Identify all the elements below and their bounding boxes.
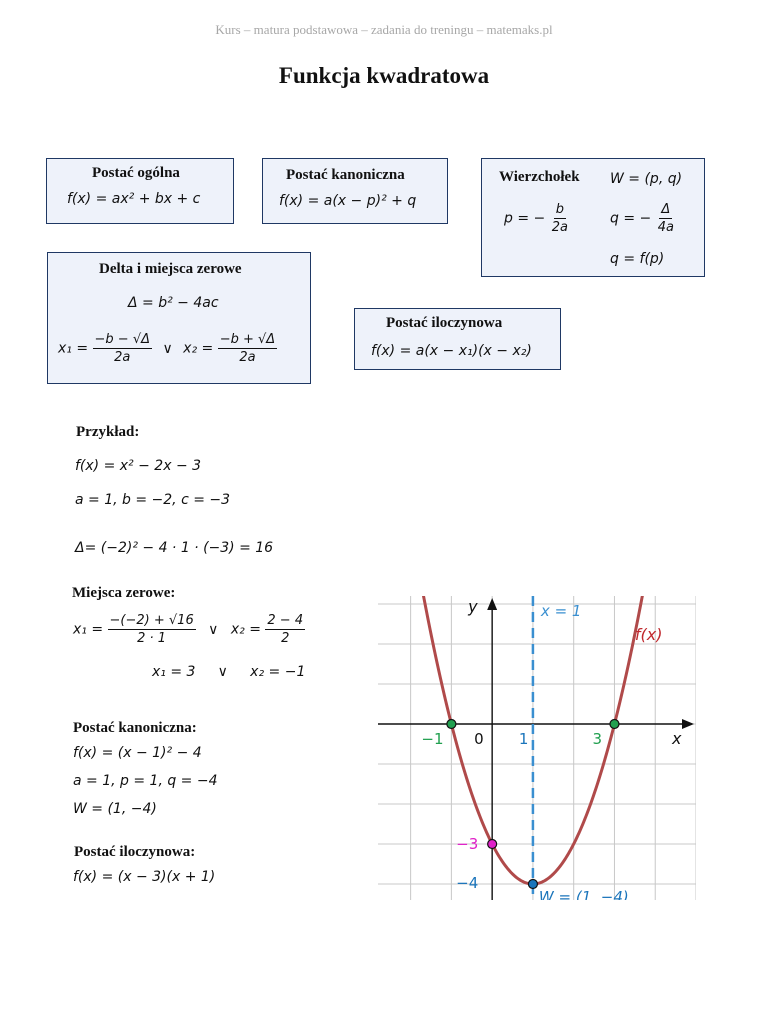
vertex-q-formula [610,201,676,236]
zeros-x2-fraction [265,612,305,647]
vertex-p-numerator: b [555,202,564,217]
x-axis-arrow [682,719,694,729]
parabola-graph-svg [378,596,696,900]
point-y-intercept [488,840,497,849]
point-vertex [528,880,537,889]
example-function: f(x) = x² − 2x − 3 [75,458,202,474]
canonical-example-title: Postać kanoniczna: [73,720,197,736]
vertex-p-fraction [550,201,570,236]
general-form-formula: f(x) = ax² + bx + c [67,191,201,207]
delta-x1-denominator: 2a [114,350,131,365]
canonical-example-formula: f(x) = (x − 1)² − 4 [73,745,202,761]
vertex-box [481,158,705,277]
delta-x1-numerator: −b − √Δ [94,332,151,347]
example-coefficients: a = 1, b = −2, c = −3 [75,492,231,508]
parabola-graph [378,596,696,900]
example-title: Przykład: [76,424,140,440]
zeros-x1-lhs: x₁ = [73,621,104,638]
vertex-q-numerator: Δ [661,202,671,217]
product-example-title: Postać iloczynowa: [74,844,196,860]
point-zero-right [610,720,619,729]
zeros-x1-denominator: 2 · 1 [137,631,167,646]
canonical-form-formula: f(x) = a(x − p)² + q [279,193,417,209]
x-tick-label-one: 1 [518,730,529,748]
point-zero-left [447,720,456,729]
course-header: Kurs – matura podstawowa – zadania do treningu – matemaks.pl [215,22,553,37]
product-example-formula: f(x) = (x − 3)(x + 1) [73,869,216,885]
product-form-title: Postać iloczynowa [386,315,503,331]
vertex-p-lhs: p = − [504,210,546,227]
symmetry-axis-label: x = 1 [540,602,582,620]
delta-or-symbol: ∨ [162,340,173,357]
canonical-form-box [262,158,448,224]
general-form-title: Postać ogólna [92,165,180,181]
curve-label: f(x) [634,625,663,644]
delta-box [47,252,311,384]
delta-x2-lhs: x₂ = [183,340,214,357]
zeros-title: Miejsca zerowe: [72,585,176,601]
zeros-x2-lhs: x₂ = [230,621,261,638]
y-tick-label-minus-four: −4 [456,874,479,892]
zeros-result: x₁ = 3 ∨ x₂ = −1 [152,664,306,680]
x-axis-label: x [672,729,682,748]
canonical-example-params: a = 1, p = 1, q = −4 [73,773,218,789]
delta-title: Delta i miejsca zerowe [99,261,242,277]
x-tick-label-three: 3 [592,730,603,748]
zeros-x2-denominator: 2 [281,631,290,646]
vertex-p-denominator: 2a [551,220,568,235]
delta-x2-numerator: −b + √Δ [219,332,276,347]
vertex-p-formula [504,201,570,236]
vertex-title: Wierzchołek [499,169,580,185]
vertex-q-lhs: q = − [610,210,652,227]
delta-x1-fraction [93,331,152,366]
y-tick-label-minus-three: −3 [456,835,479,853]
zeros-x1-fraction [108,612,196,647]
product-form-box [354,308,561,370]
delta-formula: Δ = b² − 4ac [128,295,219,311]
y-axis-label: y [468,597,478,616]
zeros-x2-numerator: 2 − 4 [267,613,304,628]
delta-x2-fraction [218,331,277,366]
vertex-label: W = (1, −4) [538,888,629,900]
page-title: Funkcja kwadratowa [278,63,490,88]
vertex-q-fp-formula: q = f(p) [610,251,665,267]
general-form-box [46,158,234,224]
delta-x2-denominator: 2a [239,350,256,365]
product-form-formula: f(x) = a(x − x₁)(x − x₂) [371,343,532,359]
zeros-x1-numerator: −(−2) + √16 [109,613,194,628]
zeros-formula [73,612,305,647]
example-delta: Δ= (−2)² − 4 · 1 · (−3) = 16 [75,540,274,556]
delta-x1-lhs: x₁ = [58,340,89,357]
origin-label: 0 [474,730,484,748]
canonical-example-vertex: W = (1, −4) [73,801,157,817]
delta-roots-formula [58,331,277,366]
vertex-w-formula: W = (p, q) [610,171,683,187]
x-tick-label-minus-one: −1 [421,730,444,748]
canonical-form-title: Postać kanoniczna [286,167,405,183]
vertex-q-denominator: 4a [657,220,674,235]
vertex-q-fraction [656,201,676,236]
zeros-or-symbol: ∨ [208,621,219,638]
